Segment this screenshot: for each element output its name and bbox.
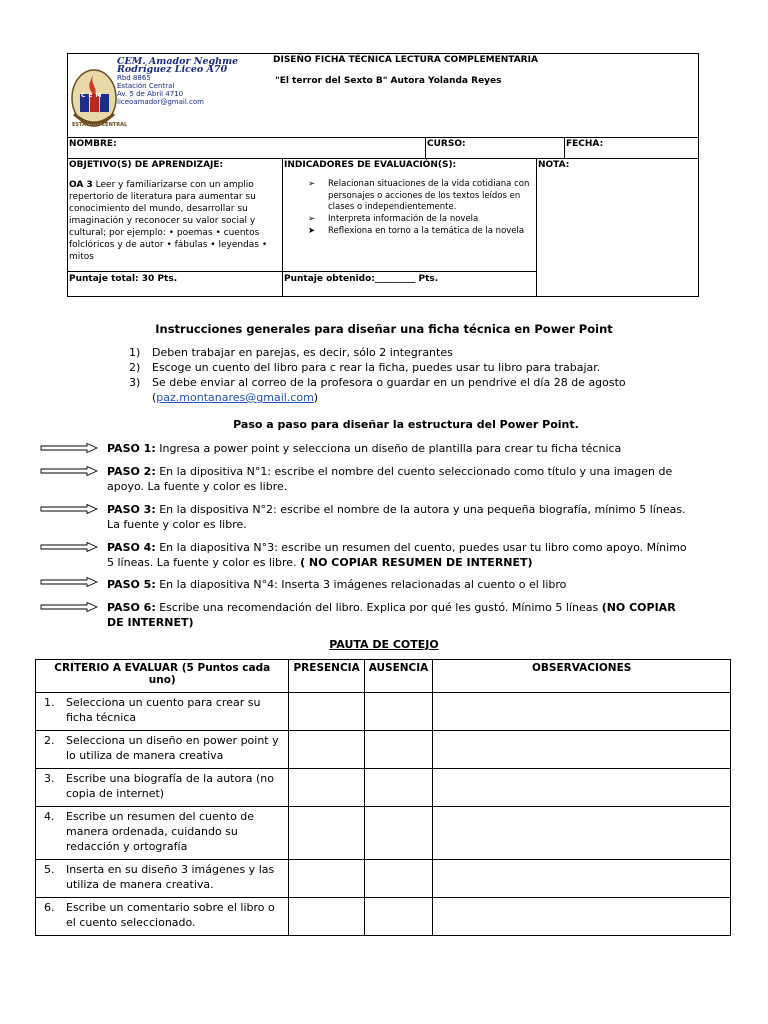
school-name: CEM. Amador Neghme Rodríguez Liceo A70 — [117, 56, 239, 75]
list-item: ➤ Reflexiona en torno a la temática de la novela — [308, 225, 525, 236]
ausencia-cell[interactable] — [364, 807, 433, 860]
puntaje-obtenido: Puntaje obtenido:_________ Pts. — [284, 274, 439, 284]
observaciones-cell[interactable] — [433, 693, 731, 731]
instrucciones-title: Instrucciones generales para diseñar una ficha técnica en Power Point — [155, 322, 613, 336]
table-row: 1. Selecciona un cuento para crear su ficha técnica — [36, 693, 731, 731]
list-item: 1) Deben trabajar en parejas, es decir, sólo 2 integrantes — [129, 346, 453, 359]
right-arrow-icon — [40, 466, 98, 476]
page-subtitle: "El terror del Sexto B" Autora Yolanda Reyes — [275, 76, 502, 86]
nota-label: NOTA: — [538, 160, 570, 170]
school-commune: Estación Central — [117, 82, 175, 90]
observaciones-cell[interactable] — [433, 807, 731, 860]
right-arrow-icon — [40, 443, 98, 453]
ausencia-cell[interactable] — [364, 769, 433, 807]
table-row: 5. Inserta en su diseño 3 imágenes y las utiliza de manera creativa. — [36, 860, 731, 898]
table-header-row — [36, 660, 731, 693]
ausencia-cell[interactable] — [364, 731, 433, 769]
col-observaciones: OBSERVACIONES — [433, 660, 731, 693]
curso-label: CURSO: — [427, 139, 466, 149]
pauta-title: PAUTA DE COTEJO — [329, 638, 439, 651]
list-item: ➢ Relacionan situaciones de la vida cotidiana con personajes o acciones de los textos leídos en clases o independientemente. — [308, 179, 530, 213]
col-presencia: PRESENCIA — [289, 660, 364, 693]
observaciones-cell[interactable] — [433, 769, 731, 807]
instrucciones-list — [129, 345, 689, 405]
indicadores-label: INDICADORES DE EVALUACIÓN(S): — [284, 160, 457, 170]
pauta-table — [35, 659, 731, 936]
observaciones-cell[interactable] — [433, 898, 731, 936]
presencia-cell[interactable] — [289, 731, 364, 769]
arrow-bullet-icon: ➤ — [308, 225, 316, 236]
arrow-bullet-icon: ➢ — [308, 179, 316, 189]
email-link[interactable]: paz.montanares@gmail.com — [156, 391, 314, 404]
list-item: 3) Se debe enviar al correo de la profesora o guardar en un pendrive el día 28 de agosto — [129, 376, 626, 389]
col-criterio: CRITERIO A EVALUAR (5 Puntos cada uno) — [36, 660, 289, 693]
list-item: 2) Escoge un cuento del libro para c rear la ficha, puedes usar tu libro para trabajar. — [129, 361, 601, 374]
table-row: 4. Escribe un resumen del cuento de manera ordenada, cuidando su redacción y ortografía — [36, 807, 731, 860]
paso-5: PASO 5: En la diapositiva N°4: Inserta 3 imágenes relacionadas al cuento o el libro — [107, 578, 567, 591]
nombre-label: NOMBRE: — [69, 139, 117, 149]
presencia-cell[interactable] — [289, 807, 364, 860]
emblem-letters: CEM — [81, 92, 105, 99]
right-arrow-icon — [40, 542, 98, 552]
right-arrow-icon — [40, 602, 98, 612]
school-logo — [70, 56, 270, 134]
page-title: DISEÑO FICHA TÉCNICA LECTURA COMPLEMENTARIA — [273, 55, 538, 65]
right-arrow-icon — [40, 504, 98, 514]
paso-3: PASO 3: En la dispositiva N°2: escribe el nombre de la autora y una pequeña biografía, mínimo 5 líneas. La fuente y color es libre. — [107, 503, 686, 531]
emblem-ring-text: ESTACION CENTRAL — [72, 122, 128, 128]
objetivo-label: OBJETIVO(S) DE APRENDIZAJE: — [69, 160, 224, 170]
presencia-cell[interactable] — [289, 769, 364, 807]
paso-6: PASO 6: Escribe una recomendación del libro. Explica por qué les gustó. Mínimo 5 líneas (NO COPIAR DE INTERNET) — [107, 601, 676, 629]
table-row: 6. Escribe un comentario sobre el libro o el cuento seleccionado. — [36, 898, 731, 936]
school-email: liceoamador@gmail.com — [117, 98, 204, 106]
list-item: ➢ Interpreta información de la novela — [308, 214, 479, 225]
arrow-bullet-icon: ➢ — [308, 214, 316, 225]
paso-1: PASO 1: Ingresa a power point y selecciona un diseño de plantilla para crear tu ficha técnica — [107, 442, 622, 455]
observaciones-cell[interactable] — [433, 731, 731, 769]
header-table — [67, 53, 699, 297]
paso-2: PASO 2: En la dipositiva N°1: escribe el nombre del cuento seleccionado como título y una imagen de apoyo. La fuente y color es libre. — [107, 465, 673, 493]
presencia-cell[interactable] — [289, 860, 364, 898]
school-address: Av. 5 de Abril 4710 — [117, 90, 184, 98]
presencia-cell[interactable] — [289, 898, 364, 936]
col-ausencia: AUSENCIA — [364, 660, 433, 693]
ausencia-cell[interactable] — [364, 860, 433, 898]
presencia-cell[interactable] — [289, 693, 364, 731]
right-arrow-icon — [40, 577, 98, 587]
school-rbd: Rbd 8865 — [117, 74, 151, 82]
ausencia-cell[interactable] — [364, 693, 433, 731]
table-row: 3. Escribe una biografía de la autora (no copia de internet) — [36, 769, 731, 807]
paso-4: PASO 4: En la diapositiva N°3: escribe un resumen del cuento, puedes usar tu libro como apoyo. Mínimo 5 líneas. La fuente y color es libre. ( NO COPIAR RESUMEN DE INTERNET) — [107, 541, 687, 569]
indicadores-list — [308, 179, 530, 238]
pasos-title: Paso a paso para diseñar la estructura del Power Point. — [233, 418, 579, 431]
oa-text: OA 3 Leer y familiarizarse con un amplio repertorio de literatura para aumentar su conocimiento del mundo, desarrollar su imaginación y reconocer su valor social y cultural; por ejemplo: • poemas • cuentos folclóricos y de autor • fábulas • leyendas • mitos — [69, 180, 268, 262]
ausencia-cell[interactable] — [364, 898, 433, 936]
table-row: 2. Selecciona un diseño en power point y lo utiliza de manera creativa — [36, 731, 731, 769]
fecha-label: FECHA: — [566, 139, 604, 149]
observaciones-cell[interactable] — [433, 860, 731, 898]
email-line: (paz.montanares@gmail.com) — [152, 391, 319, 404]
puntaje-total: Puntaje total: 30 Pts. — [69, 274, 178, 284]
